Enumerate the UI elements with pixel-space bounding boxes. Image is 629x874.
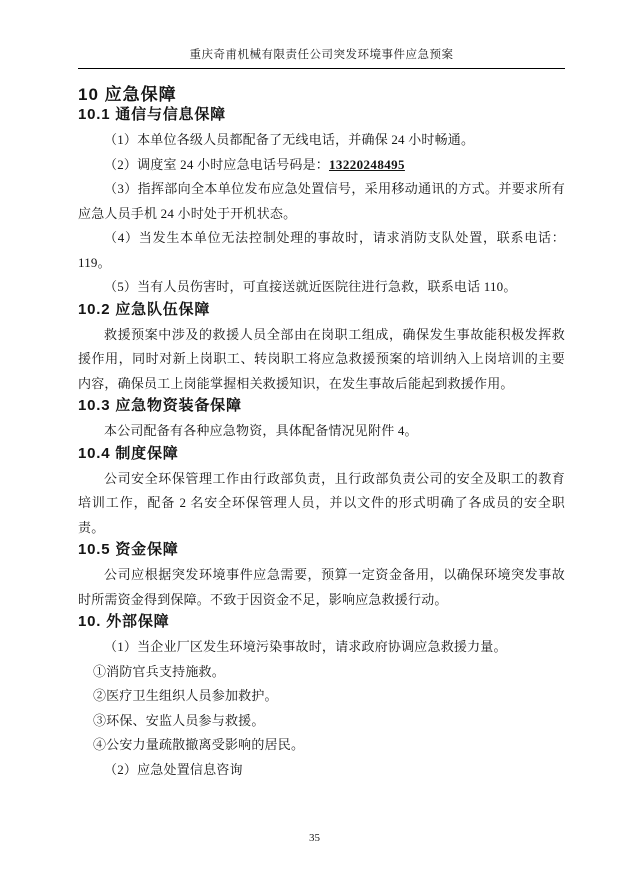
list-item-circled-3: ③环保、安监人员参与救援。: [92, 712, 265, 728]
emergency-phone-number: 13220248495: [329, 156, 405, 172]
page-number: 35: [309, 832, 320, 844]
paragraph-10-1-item-5: （5）当有人员伤害时，可直接送就近医院往进行急救，联系电话 110。: [104, 279, 517, 294]
paragraph-10-4: 公司安全环保管理工作由行政部负责，且行政部负责公司的安全及职工的教育培训工作，配备 2 名安全环保管理人员，并以文件的形式明确了各成员的安全职责。: [78, 470, 565, 535]
document-header-title: 重庆奇甫机械有限责任公司突发环境事件应急预案: [189, 49, 454, 61]
paragraph-10-1-item-3: （3）指挥部向全本单位发布应急处置信号，采用移动通讯的方式。并要求所有应急人员手机 24 小时处于开机状态。: [78, 181, 565, 221]
list-item-circled-2: ②医疗卫生组织人员参加救护。: [92, 688, 278, 703]
section-heading-10-2: 10.2 应急队伍保障: [78, 300, 211, 318]
section-heading-10-5: 10.5 资金保障: [78, 541, 179, 558]
paragraph-10-3: 本公司配备有各种应急物资，具体配备情况见附件 4。: [104, 423, 418, 438]
paragraph-10-1-item-2: [78, 153, 565, 178]
paragraph-10-1-item-4: （4）当发生本单位无法控制处理的事故时，请求消防支队处置，联系电话：119。: [78, 230, 565, 270]
section-heading-10-4: 10.4 制度保障: [78, 444, 179, 462]
paragraph-external-item-1: （1）当企业厂区发生环境污染事故时，请求政府协调应急救援力量。: [104, 639, 507, 654]
paragraph-10-5: 公司应根据突发环境事件应急需要，预算一定资金备用，以确保环境突发事故时所需资金得到保障。不致于因资金不足，影响应急救援行动。: [78, 567, 565, 607]
section-heading-10-3: 10.3 应急物资装备保障: [78, 397, 242, 414]
header-divider: [78, 68, 565, 69]
list-item-circled-1: ①消防官兵支持施救。: [92, 663, 225, 679]
chapter-heading-10: 10 应急保障: [78, 85, 177, 104]
page-header: [78, 48, 565, 69]
section-heading-10-1: 10.1 通信与信息保障: [78, 106, 226, 123]
paragraph-10-2: 救援预案中涉及的救援人员全部由在岗职工组成，确保发生事故能积极发挥救援作用，同时对新上岗职工、转岗职工将应急救援预案的培训纳入上岗培训的主要内容，确保员工上岗能掌握相关救援知识，在发生事故后能起到救援作用。: [78, 326, 565, 391]
list-item-circled-4: ④公安力量疏散撤离受影响的居民。: [92, 737, 305, 752]
paragraph-external-item-2: （2）应急处置信息咨询: [104, 761, 243, 777]
phone-label: （2）调度室 24 小时应急电话号码是：: [104, 156, 330, 172]
paragraph-10-1-item-1: （1）本单位各级人员都配备了无线电话，并确保 24 小时畅通。: [104, 132, 475, 147]
section-heading-10-external: 10. 外部保障: [78, 613, 170, 630]
